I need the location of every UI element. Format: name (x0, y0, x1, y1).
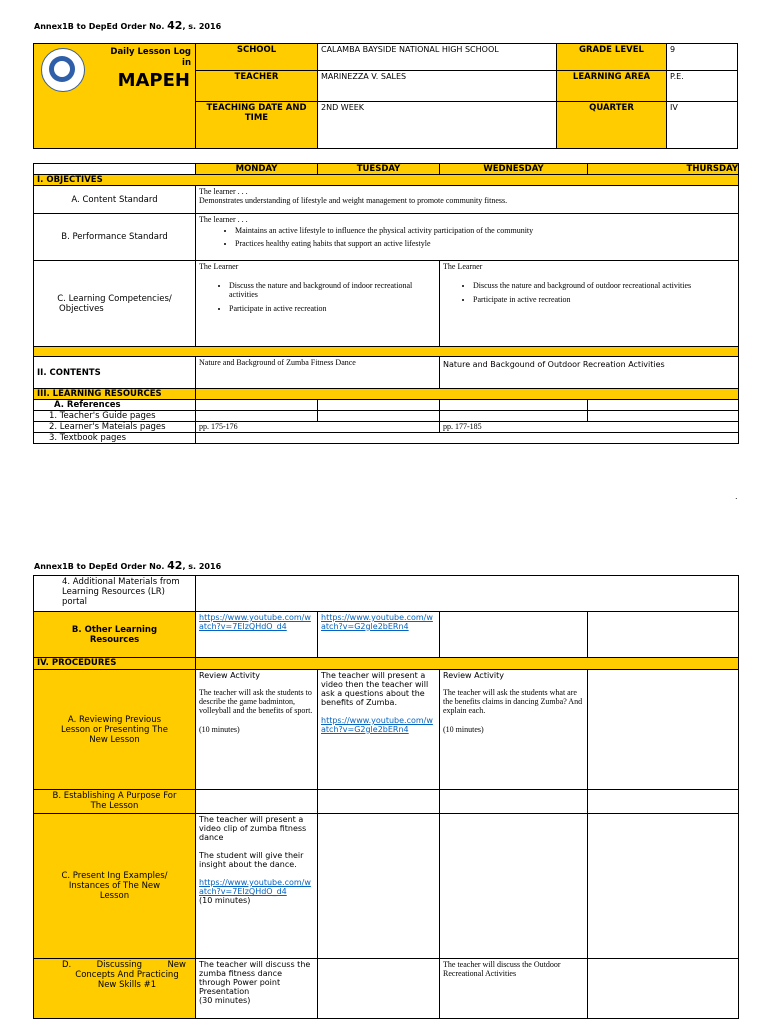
procedure-a-monday-time: (10 minutes) (199, 725, 240, 734)
competencies-right-bullet-1: • Discuss the nature and background of outdoor recreational activities (473, 281, 735, 290)
annex-line-1 (34, 19, 221, 32)
content-standard-cell (196, 186, 739, 214)
competencies-right-bullet-2: • Participate in active recreation (473, 295, 735, 304)
content-standard-text: Demonstrates understanding of lifestyle and weight management to promote community fitness. (199, 196, 508, 205)
teacher-value: MARINEZZA V. SALES (318, 71, 557, 102)
lesson-table-page-1 (33, 163, 739, 444)
performance-standard-label: B. Performance Standard (34, 214, 196, 261)
procedure-b-2: The Lesson (90, 801, 139, 811)
day-header-row (34, 164, 739, 175)
procedure-a-monday (196, 670, 318, 790)
quarter-label: QUARTER (557, 102, 667, 149)
procedure-c-monday-time: (10 minutes) (199, 896, 251, 905)
day-wednesday: WEDNESDAY (440, 164, 588, 175)
procedure-a-3: New Lesson (89, 734, 140, 745)
teacher-label: TEACHER (196, 71, 318, 102)
resources-title: III. LEARNING RESOURCES (34, 389, 196, 400)
dll-line-2: in (182, 58, 191, 68)
procedure-a-wednesday-text: The teacher will ask the students what are the benefits claims in dancing Zumba? And explain each. (443, 688, 583, 715)
stray-dot: . (735, 492, 738, 501)
procedure-d-label: D. Discussing New Concepts And Practicing New Skills #1 (34, 959, 196, 1019)
area-value: P.E. (667, 71, 738, 102)
procedure-c-1: C. Present Ing Examples/ (61, 871, 168, 881)
other-resources-label (34, 612, 196, 658)
content-standard-intro: The learner . . . (199, 187, 248, 196)
youtube-link-tuesday[interactable]: https://www.youtube.com/watch?v=G2gle2bERn4 (321, 613, 433, 631)
procedure-a-wednesday (440, 670, 588, 790)
grade-value: 9 (667, 44, 738, 71)
annex-number: 42 (167, 19, 183, 32)
procedure-a-tuesday-text: The teacher will present a video then the teacher will ask a questions about the benefits of Zumba. (321, 671, 429, 707)
procedure-a-monday-title: Review Activity (199, 671, 261, 680)
other-resources-monday (196, 612, 318, 658)
other-resources-1: B. Other Learning (71, 624, 158, 635)
competencies-right-title: The Learner (443, 262, 483, 271)
additional-materials-1: 4. Additional Materials from (62, 577, 180, 587)
annex-line-2 (34, 559, 221, 572)
performance-standard-cell (196, 214, 739, 261)
procedure-a-monday-text: The teacher will ask the students to describe the game badminton, volleyball and the benefits of sport. (199, 688, 313, 715)
annex-number-2: 42 (167, 559, 183, 572)
procedure-c-monday-text-1: The teacher will present a video clip of zumba fitness dance (199, 815, 307, 842)
procedure-b-1: B. Establishing A Purpose For (52, 791, 177, 801)
competencies-left-cell (196, 261, 440, 347)
procedure-d-2: Concepts And Practicing (75, 970, 179, 980)
youtube-link-monday[interactable]: https://www.youtube.com/watch?v=7EIzQHdO_d4 (199, 613, 311, 631)
procedure-c-label (34, 814, 196, 959)
objectives-title: I. OBJECTIVES (34, 175, 739, 186)
procedure-a-wednesday-title: Review Activity (443, 671, 505, 680)
school-label: SCHOOL (196, 44, 318, 71)
performance-bullet-2: • Practices healthy eating habits that support an active lifestyle (235, 239, 735, 248)
contents-left: Nature and Background of Zumba Fitness Dance (196, 357, 440, 389)
procedure-a-1: A. Reviewing Previous (67, 714, 162, 725)
additional-materials-2: Learning Resources (LR) (62, 587, 165, 597)
procedure-d-monday-text: The teacher will discuss the zumba fitness dance through Power point Presentation (199, 960, 311, 996)
annex-suffix-2: , s. 2016 (182, 562, 222, 571)
procedure-a-label (34, 670, 196, 790)
procedure-d-monday (196, 959, 318, 1019)
competencies-left-bullet-2: • Participate in active recreation (229, 304, 436, 313)
procedure-d-wednesday: The teacher will discuss the Outdoor Recreational Activities (440, 959, 588, 1019)
grade-label: GRADE LEVEL (557, 44, 667, 71)
date-label: TEACHING DATE AND TIME (196, 102, 318, 149)
competencies-label-2: Objectives (59, 303, 104, 314)
competencies-right-cell (440, 261, 739, 347)
procedures-title: IV. PROCEDURES (34, 658, 196, 670)
procedure-b-label (34, 790, 196, 814)
subject-title: MAPEH (117, 70, 190, 91)
quarter-value: IV (667, 102, 738, 149)
school-value: CALAMBA BAYSIDE NATIONAL HIGH SCHOOL (318, 44, 557, 71)
procedure-c-3: Lesson (99, 891, 130, 901)
day-thursday: THURSDAY (588, 164, 739, 175)
area-label: LEARNING AREA (557, 71, 667, 102)
dll-title-cell (34, 44, 196, 149)
procedure-c-monday (196, 814, 318, 959)
contents-right: Nature and Backgound of Outdoor Recreation Activities (440, 357, 739, 389)
procedure-a-wednesday-time: (10 minutes) (443, 725, 484, 734)
learners-materials-left: pp. 175-176 (196, 422, 440, 433)
procedure-a-tuesday-link[interactable]: https://www.youtube.com/watch?v=G2gle2bERn4 (321, 716, 433, 734)
performance-bullet-1: • Maintains an active lifestyle to influence the physical activity participation of the community (235, 226, 735, 235)
procedure-c-monday-link[interactable]: https://www.youtube.com/watch?v=7EIzQHdO_d4 (199, 878, 311, 896)
references-label: A. References (34, 400, 196, 411)
annex-suffix: , s. 2016 (182, 22, 222, 31)
additional-materials-3: portal (62, 597, 87, 607)
procedure-d-monday-time: (30 minutes) (199, 996, 251, 1005)
procedure-a-2: Lesson or Presenting The (61, 724, 168, 735)
day-monday: MONDAY (196, 164, 318, 175)
textbook-label: 3. Textbook pages (34, 433, 196, 444)
other-resources-tuesday (318, 612, 440, 658)
header-table (33, 43, 738, 149)
procedure-c-2: Instances of The New (68, 881, 161, 891)
content-standard-label: A. Content Standard (34, 186, 196, 214)
annex-prefix-2: Annex1B to DepEd Order No. (34, 562, 168, 571)
learners-materials-label: 2. Learner's Mateials pages (34, 422, 196, 433)
date-value: 2ND WEEK (318, 102, 557, 149)
day-tuesday: TUESDAY (318, 164, 440, 175)
spacer-row (34, 347, 739, 357)
other-resources-2: Resources (89, 634, 140, 645)
performance-standard-intro: The learner . . . (199, 215, 248, 224)
procedure-d-3: New Skills #1 (97, 980, 157, 990)
procedure-c-monday-text-2: The student will give their insight about the dance. (199, 851, 304, 869)
competencies-left-title: The Learner (199, 262, 239, 271)
contents-label: II. CONTENTS (34, 357, 196, 389)
learners-materials-right: pp. 177-185 (440, 422, 739, 433)
lesson-table-page-2 (33, 575, 739, 1019)
teachers-guide-label: 1. Teacher's Guide pages (34, 411, 196, 422)
competencies-label-1: C. Learning Competencies/ (57, 293, 172, 304)
dll-line-1: Daily Lesson Log (110, 47, 191, 57)
deped-seal-icon (41, 48, 85, 92)
competencies-left-bullet-1: • Discuss the nature and background of indoor recreational activities (229, 281, 436, 299)
annex-prefix: Annex1B to DepEd Order No. (34, 22, 168, 31)
competencies-label (34, 261, 196, 347)
procedure-a-tuesday (318, 670, 440, 790)
additional-materials-label (34, 576, 196, 612)
